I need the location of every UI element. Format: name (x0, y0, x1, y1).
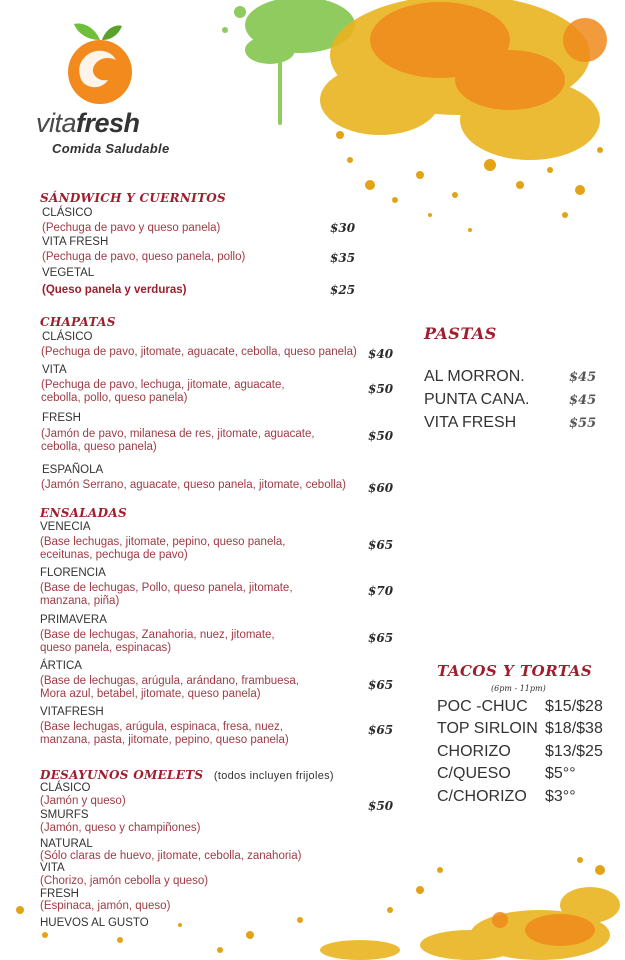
menu-item-price: $65 (368, 631, 394, 645)
taco-item-price: $3°° (545, 788, 576, 805)
menu-item-desc: (Jamón Serrano, aguacate, queso panela, jitomate, cebolla) (41, 479, 346, 491)
menu-item-name: SMURFS (40, 809, 89, 821)
menu-item-price: $50 (368, 799, 394, 813)
pasta-item-price: $45 (569, 370, 597, 385)
taco-item-price: $13/$25 (545, 743, 603, 760)
menu-item-price: $70 (368, 584, 394, 598)
menu-item-price: $35 (330, 251, 356, 265)
paint-splash-top (190, 0, 625, 250)
section-title-pastas: PASTAS (424, 324, 497, 343)
menu-item-name: VITA (42, 364, 67, 376)
tacos-hours: (6pm - 11pm) (491, 684, 546, 693)
menu-item-price: $50 (368, 382, 394, 396)
menu-item-desc: (Queso panela y verduras) (42, 284, 187, 296)
menu-item-price: $40 (368, 347, 394, 361)
brand-name (36, 108, 176, 139)
section-title-desayunos (40, 768, 334, 782)
menu-item-desc: (Base lechugas, arúgula, espinaca, fresa, nuez, manzana, pasta, jitomate, pepino, queso panela) (40, 721, 289, 746)
section-title-ensaladas: ENSALADAS (40, 506, 127, 520)
menu-item-price: $30 (330, 221, 356, 235)
section-title-chapatas: CHAPATAS (40, 315, 116, 329)
pasta-item-name: AL MORRON. (424, 368, 525, 385)
menu-item-desc: (Jamón, queso y champiñones) (40, 822, 201, 834)
menu-item-name: VITA (40, 862, 65, 874)
menu-item-desc: (Chorizo, jamón cebolla y queso) (40, 875, 209, 887)
section-title-desayunos-label: DESAYUNOS OMELETS (40, 768, 204, 782)
menu-item-desc: (Jamón y queso) (40, 795, 126, 807)
menu-item-name: FRESH (40, 888, 79, 900)
section-title-sandwich: SÁNDWICH Y CUERNITOS (40, 191, 227, 205)
pasta-item-name: VITA FRESH (424, 414, 517, 431)
menu-item-name: VENECIA (40, 521, 91, 533)
menu-item-desc: (Base lechugas, jitomate, pepino, queso panela, eceitunas, pechuga de pavo) (40, 536, 286, 561)
taco-item-name: TOP SIRLOIN (437, 720, 538, 737)
taco-item-name: CHORIZO (437, 743, 511, 760)
taco-item-name: POC -CHUC (437, 698, 528, 715)
pasta-item-price: $45 (569, 393, 597, 408)
menu-item-desc: (Jamón de pavo, milanesa de res, jitomate, aguacate, cebolla, queso panela) (41, 428, 315, 453)
brand-name-part2: fresh (76, 108, 140, 138)
menu-item-desc: (Base de lechugas, Zanahoria, nuez, jitomate, queso panela, espinacas) (40, 629, 275, 654)
menu-item-name: ÁRTICA (40, 660, 82, 672)
menu-item-price: $25 (330, 283, 356, 297)
menu-item-name: CLÁSICO (42, 207, 93, 219)
menu-item-desc: (Pechuga de pavo, jitomate, aguacate, cebolla, queso panela) (41, 346, 357, 358)
taco-item-name: C/QUESO (437, 765, 511, 782)
menu-item-name: NATURAL (40, 838, 93, 850)
menu-item-name: HUEVOS AL GUSTO (40, 917, 149, 929)
menu-item-desc: (Pechuga de pavo, lechuga, jitomate, aguacate, cebolla, pollo, queso panela) (41, 379, 285, 404)
menu-item-name: VITA FRESH (42, 236, 109, 248)
taco-item-price: $15/$28 (545, 698, 603, 715)
menu-item-name: VEGETAL (42, 267, 95, 279)
menu-item-name: VITAFRESH (40, 706, 104, 718)
menu-item-desc: (Espinaca, jamón, queso) (40, 900, 171, 912)
section-note: (todos incluyen frijoles) (213, 770, 334, 782)
menu-item-price: $65 (368, 678, 394, 692)
menu-item-desc: (Pechuga de pavo y queso panela) (42, 222, 221, 234)
menu-item-desc: (Base de lechugas, Pollo, queso panela, jitomate, manzana, piña) (40, 582, 293, 607)
menu-item-name: CLÁSICO (40, 782, 91, 794)
menu-item-name: PRIMAVERA (40, 614, 107, 626)
menu-item-price: $65 (368, 538, 394, 552)
menu-item-name: FRESH (42, 412, 81, 424)
menu-item-name: ESPAÑOLA (42, 464, 104, 476)
brand-tagline: Comida Saludable (52, 141, 170, 156)
menu-item-desc: (Pechuga de pavo, queso panela, pollo) (42, 251, 246, 263)
pasta-item-price: $55 (569, 416, 597, 431)
pasta-item-name: PUNTA CANA. (424, 391, 530, 408)
menu-item-price: $50 (368, 429, 394, 443)
menu-item-name: CLÁSICO (42, 331, 93, 343)
menu-item-name: FLORENCIA (40, 567, 106, 579)
brand-name-part1: vita (36, 108, 77, 138)
taco-item-name: C/CHORIZO (437, 788, 527, 805)
menu-item-desc: (Sólo claras de huevo, jitomate, cebolla, zanahoria) (40, 850, 302, 862)
section-title-tacos: TACOS Y TORTAS (437, 662, 593, 680)
taco-item-price: $18/$38 (545, 720, 603, 737)
orange-fruit-icon (64, 18, 136, 106)
menu-item-price: $60 (368, 481, 394, 495)
brand-logo (36, 18, 176, 156)
taco-item-price: $5°° (545, 765, 576, 782)
menu-item-price: $65 (368, 723, 394, 737)
menu-item-desc: (Base de lechugas, arúgula, arándano, frambuesa, Mora azul, betabel, jitomate, queso panela) (40, 675, 299, 700)
